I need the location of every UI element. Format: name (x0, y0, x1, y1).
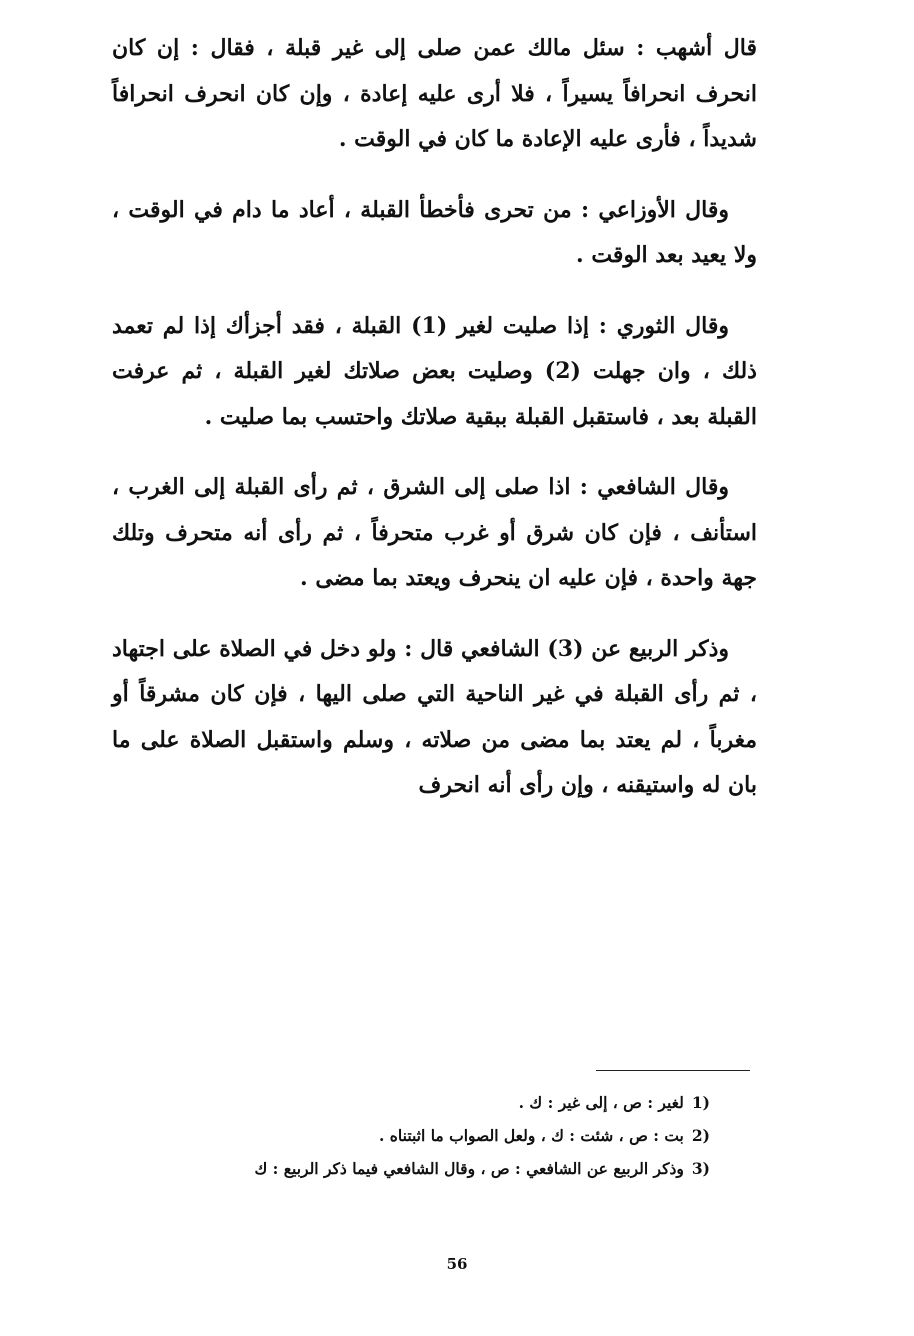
footnote-3 (110, 1152, 710, 1185)
footnote-number: 2) (691, 1126, 710, 1145)
paragraph-awzai: وقال الأوزاعي : من تحرى فأخطأ القبلة ، أعاد ما دام في الوقت ، ولا يعيد بعد الوقت . (112, 196, 757, 268)
paragraph-ashhab: قال أشهب : سئل مالك عمن صلى إلى غير قبلة ، فقال : إن كان انحرف انحرافاً يسيراً ، فلا أرى عليه إعادة ، وإن كان انحرف انحرافاً شديداً ، فأرى عليه الإعادة ما كان في الوقت . (112, 35, 757, 152)
main-text (112, 26, 757, 834)
footnote-1 (110, 1086, 710, 1119)
page-number: 56 (446, 1255, 468, 1273)
paragraph-thawri: وقال الثوري : إذا صليت لغير (1) القبلة ، فقد أجزأك إذا لم تعمد ذلك ، وان جهلت (2) وصليت بعض صلاتك لغير القبلة ، ثم عرفت القبلة بعد ، فاستقبل القبلة ببقية صلاتك واحتسب بما صليت . (112, 312, 757, 430)
footnote-divider (596, 1070, 750, 1071)
footnote-number: 3) (691, 1159, 710, 1178)
paragraph-rabi: وذكر الربيع عن (3) الشافعي قال : ولو دخل في الصلاة على اجتهاد ، ثم رأى القبلة في غير الناحية التي صلى اليها ، فإن كان مشرقاً أو مغرباً ، لم يعتد بما مضى من صلاته ، وسلم واستقبل الصلاة على ما بان له واستيقنه ، وإن رأى أنه انحرف (112, 635, 757, 798)
footnote-text: وذكر الربيع عن الشافعي : ص ، وقال الشافعي فيما ذكر الربيع : ك (254, 1159, 684, 1178)
paragraph-shafii: وقال الشافعي : اذا صلى إلى الشرق ، ثم رأى القبلة إلى الغرب ، استأنف ، فإن كان شرق أو غرب متحرفاً ، ثم رأى أنه متحرف وتلك جهة واحدة ، فإن عليه ان ينحرف ويعتد بما مضى . (112, 474, 757, 591)
footnote-2 (110, 1119, 710, 1152)
footnote-text: لغير : ص ، إلى غير : ك . (518, 1093, 684, 1112)
footnotes (110, 1086, 710, 1185)
footnote-number: 1) (691, 1093, 710, 1112)
footnote-text: بت : ص ، شئت : ك ، ولعل الصواب ما اثبتناه . (379, 1126, 684, 1145)
